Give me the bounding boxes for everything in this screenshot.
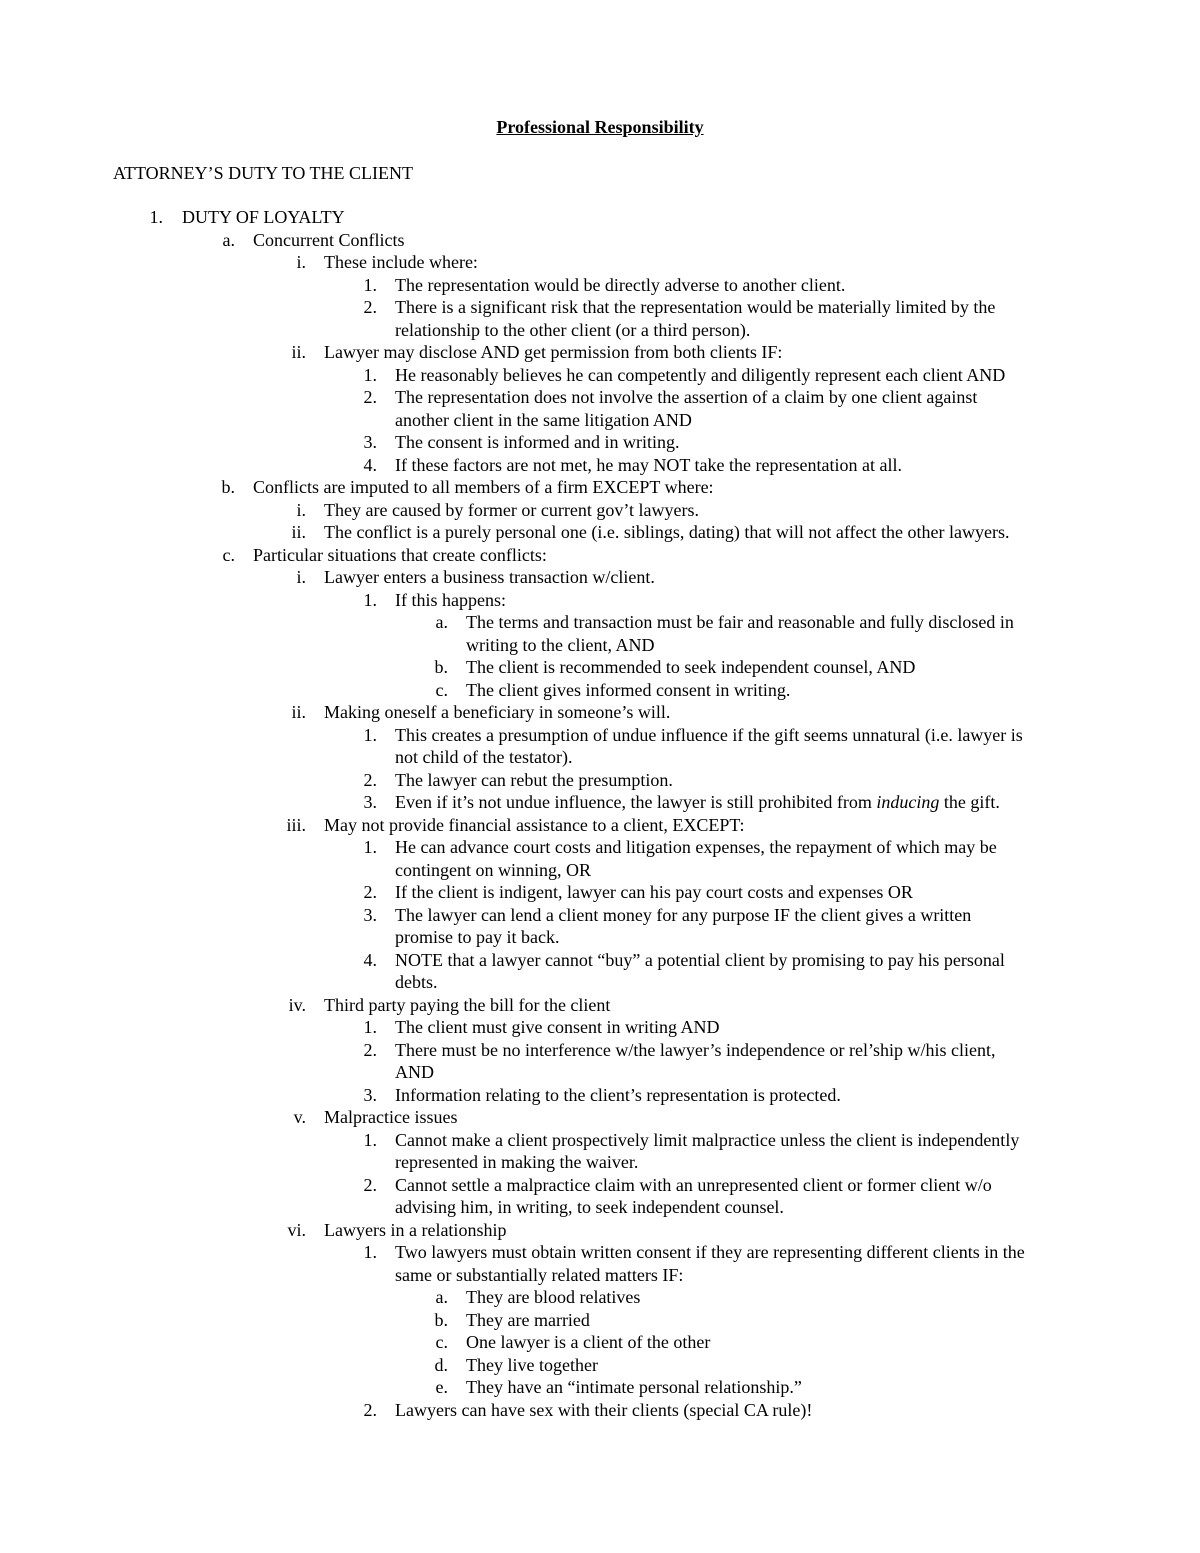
list-item-text: Cannot settle a malpractice claim with an unrepresented client or former client w/o [395,1174,992,1195]
list-marker: i. [296,499,306,520]
list-marker: c. [435,1332,448,1352]
outline-item-line [0,1264,1200,1287]
list-marker: ii. [291,342,306,362]
list-marker: c. [435,679,448,700]
list-marker: 1. [363,1129,377,1150]
list-marker: vi. [287,1219,306,1240]
outline-item-line [0,229,1200,252]
list-item-text: another client in the same litigation AND [395,409,692,430]
list-item-text: Lawyers can have sex with their clients (special CA rule)! [395,1399,813,1420]
section-heading: ATTORNEY’S DUTY TO THE CLIENT [113,163,413,183]
outline-item-line [0,1286,1200,1309]
outline-item-line [0,1039,1200,1062]
outline-item-line [0,274,1200,297]
list-marker: i. [296,252,306,272]
list-marker: 2. [363,1039,377,1060]
list-item-text: DUTY OF LOYALTY [182,207,345,227]
list-item-text: The conflict is a purely personal one (i.e. siblings, dating) that will not affect the other lawyers. [324,522,1010,542]
outline-item-line [0,1061,1200,1084]
outline-item-line [0,544,1200,567]
list-marker: 1. [149,207,163,227]
list-item-text: advising him, in writing, to seek independent counsel. [395,1197,784,1217]
list-item-text: The consent is informed and in writing. [395,432,680,452]
list-marker: 1. [363,837,377,857]
outline-item-line [0,1241,1200,1264]
list-item-text: Concurrent Conflicts [253,229,405,250]
outline-item-line [0,859,1200,882]
list-item-text: They are married [466,1309,590,1330]
outline-list [0,206,1200,1421]
outline-item-line [0,1129,1200,1152]
list-item-text: Particular situations that create conflicts: [253,544,547,565]
list-item-text: AND [395,1062,434,1082]
list-item-text: The client gives informed consent in writing. [466,679,791,700]
outline-item-line [0,296,1200,319]
outline-item-line [0,341,1200,364]
outline-item-line [0,1354,1200,1377]
list-item-text: represented in making the waiver. [395,1152,639,1172]
list-item-text: The representation would be directly adverse to another client. [395,274,846,295]
outline-item-line [0,1151,1200,1174]
list-item-text: One lawyer is a client of the other [466,1332,711,1352]
list-item-text: He can advance court costs and litigation expenses, the repayment of which may be [395,837,997,857]
outline-item-line [0,386,1200,409]
outline-item-line [0,1016,1200,1039]
outline-item-line [0,409,1200,432]
list-item-text: The lawyer can lend a client money for any purpose IF the client gives a written [395,904,972,925]
list-item-text: This creates a presumption of undue influence if the gift seems unnatural (i.e. lawyer is [395,724,1023,745]
list-item-text: The lawyer can rebut the presumption. [395,769,673,790]
list-item-text: not child of the testator). [395,747,573,767]
list-marker: 2. [363,297,377,317]
outline-item-line [0,1196,1200,1219]
list-marker: 1. [363,1242,377,1262]
outline-item-line [0,836,1200,859]
list-item-text: They have an “intimate personal relationship.” [466,1377,802,1397]
list-marker: iv. [288,994,306,1015]
outline-item-line [0,364,1200,387]
list-marker: ii. [291,522,306,542]
list-item-text: The terms and transaction must be fair and reasonable and fully disclosed in [466,612,1014,632]
list-item-text: Information relating to the client’s representation is protected. [395,1084,841,1105]
list-marker: 2. [363,1174,377,1195]
list-marker: 3. [363,792,377,812]
list-marker: b. [221,477,235,497]
page-title: Professional Responsibility [496,117,704,137]
outline-item-line [0,791,1200,814]
outline-item-line [0,971,1200,994]
outline-item-line [0,521,1200,544]
list-marker: e. [435,1377,448,1397]
outline-item-line [0,251,1200,274]
list-marker: a. [435,1287,448,1307]
outline-item-line [0,1399,1200,1422]
list-marker: 4. [363,949,377,970]
list-item-text: He reasonably believes he can competently and diligently represent each client AND [395,364,1006,385]
list-marker: a. [435,612,448,632]
list-marker: 3. [363,1084,377,1105]
list-marker: 2. [363,387,377,407]
list-item-text: Conflicts are imputed to all members of a firm EXCEPT where: [253,477,714,497]
list-marker: 3. [363,904,377,925]
list-item-text: They live together [466,1354,598,1375]
outline-item-line [0,566,1200,589]
outline-item-line [0,476,1200,499]
list-item-text: same or substantially related matters IF: [395,1264,684,1285]
list-item-text: Even if it’s not undue influence, the lawyer is still prohibited from inducing the gift. [395,792,1000,812]
outline-item-line [0,319,1200,342]
outline-item-line [0,1219,1200,1242]
list-marker: 1. [363,1017,377,1037]
outline-item-line [0,1376,1200,1399]
outline-item-line [0,611,1200,634]
outline-item-line [0,1309,1200,1332]
list-marker: 1. [363,724,377,745]
list-marker: ii. [291,702,306,722]
list-marker: 4. [363,454,377,475]
outline-item-line [0,499,1200,522]
outline-item-line [0,746,1200,769]
list-marker: 1. [363,589,377,610]
list-marker: 1. [363,364,377,385]
list-item-text: The client must give consent in writing AND [395,1017,720,1037]
list-item-text: If this happens: [395,589,506,610]
outline-item-line [0,206,1200,229]
list-item-text: The representation does not involve the assertion of a claim by one client against [395,387,978,407]
list-marker: 2. [363,882,377,902]
list-item-text: There is a significant risk that the representation would be materially limited by the [395,297,996,317]
list-item-text: May not provide financial assistance to a client, EXCEPT: [324,814,745,835]
outline-item-line [0,454,1200,477]
list-marker: c. [222,544,235,565]
list-marker: 3. [363,432,377,452]
outline-item-line [0,769,1200,792]
outline-item-line [0,724,1200,747]
list-marker: v. [293,1107,306,1127]
list-item-text: Lawyers in a relationship [324,1219,507,1240]
outline-item-line [0,656,1200,679]
list-item-text: promise to pay it back. [395,927,560,947]
outline-item-line [0,949,1200,972]
list-item-text: The client is recommended to seek independent counsel, AND [466,657,916,677]
list-item-text: If these factors are not met, he may NOT take the representation at all. [395,454,902,475]
outline-item-line [0,1106,1200,1129]
list-item-text: Lawyer enters a business transaction w/client. [324,567,655,587]
outline-item-line [0,431,1200,454]
list-item-text: If the client is indigent, lawyer can his pay court costs and expenses OR [395,882,913,902]
list-marker: a. [222,229,235,250]
outline-item-line [0,881,1200,904]
list-marker: 2. [363,769,377,790]
list-item-text: Two lawyers must obtain written consent if they are representing different clients in the [395,1242,1025,1262]
list-item-text: relationship to the other client (or a third person). [395,319,751,340]
list-marker: 2. [363,1399,377,1420]
outline-item-line [0,701,1200,724]
list-item-text: Cannot make a client prospectively limit malpractice unless the client is independently [395,1129,1020,1150]
list-marker: b. [434,657,448,677]
outline-item-line [0,994,1200,1017]
outline-item-line [0,679,1200,702]
outline-item-line [0,1174,1200,1197]
outline-item-line [0,926,1200,949]
outline-item-line [0,1331,1200,1354]
outline-item-line [0,814,1200,837]
list-item-text: NOTE that a lawyer cannot “buy” a potential client by promising to pay his personal [395,949,1005,970]
list-item-text: writing to the client, AND [466,634,655,655]
outline-item-line [0,904,1200,927]
list-item-text: debts. [395,972,438,992]
outline-item-line [0,634,1200,657]
list-marker: i. [296,567,306,587]
list-item-text: Making oneself a beneficiary in someone’s will. [324,702,671,722]
list-item-text: There must be no interference w/the lawyer’s independence or rel’ship w/his client, [395,1039,996,1060]
list-marker: b. [434,1309,448,1330]
list-item-text: Third party paying the bill for the client [324,994,611,1015]
list-item-text: Malpractice issues [324,1107,458,1127]
list-item-text: contingent on winning, OR [395,859,591,880]
list-item-text: Lawyer may disclose AND get permission from both clients IF: [324,342,783,362]
outline-item-line [0,589,1200,612]
list-marker: 1. [363,274,377,295]
list-item-text: These include where: [324,252,478,272]
outline-item-line [0,1084,1200,1107]
list-marker: iii. [286,814,306,835]
list-item-text: They are blood relatives [466,1287,641,1307]
list-marker: d. [434,1354,448,1375]
list-item-text: They are caused by former or current gov’t lawyers. [324,499,700,520]
